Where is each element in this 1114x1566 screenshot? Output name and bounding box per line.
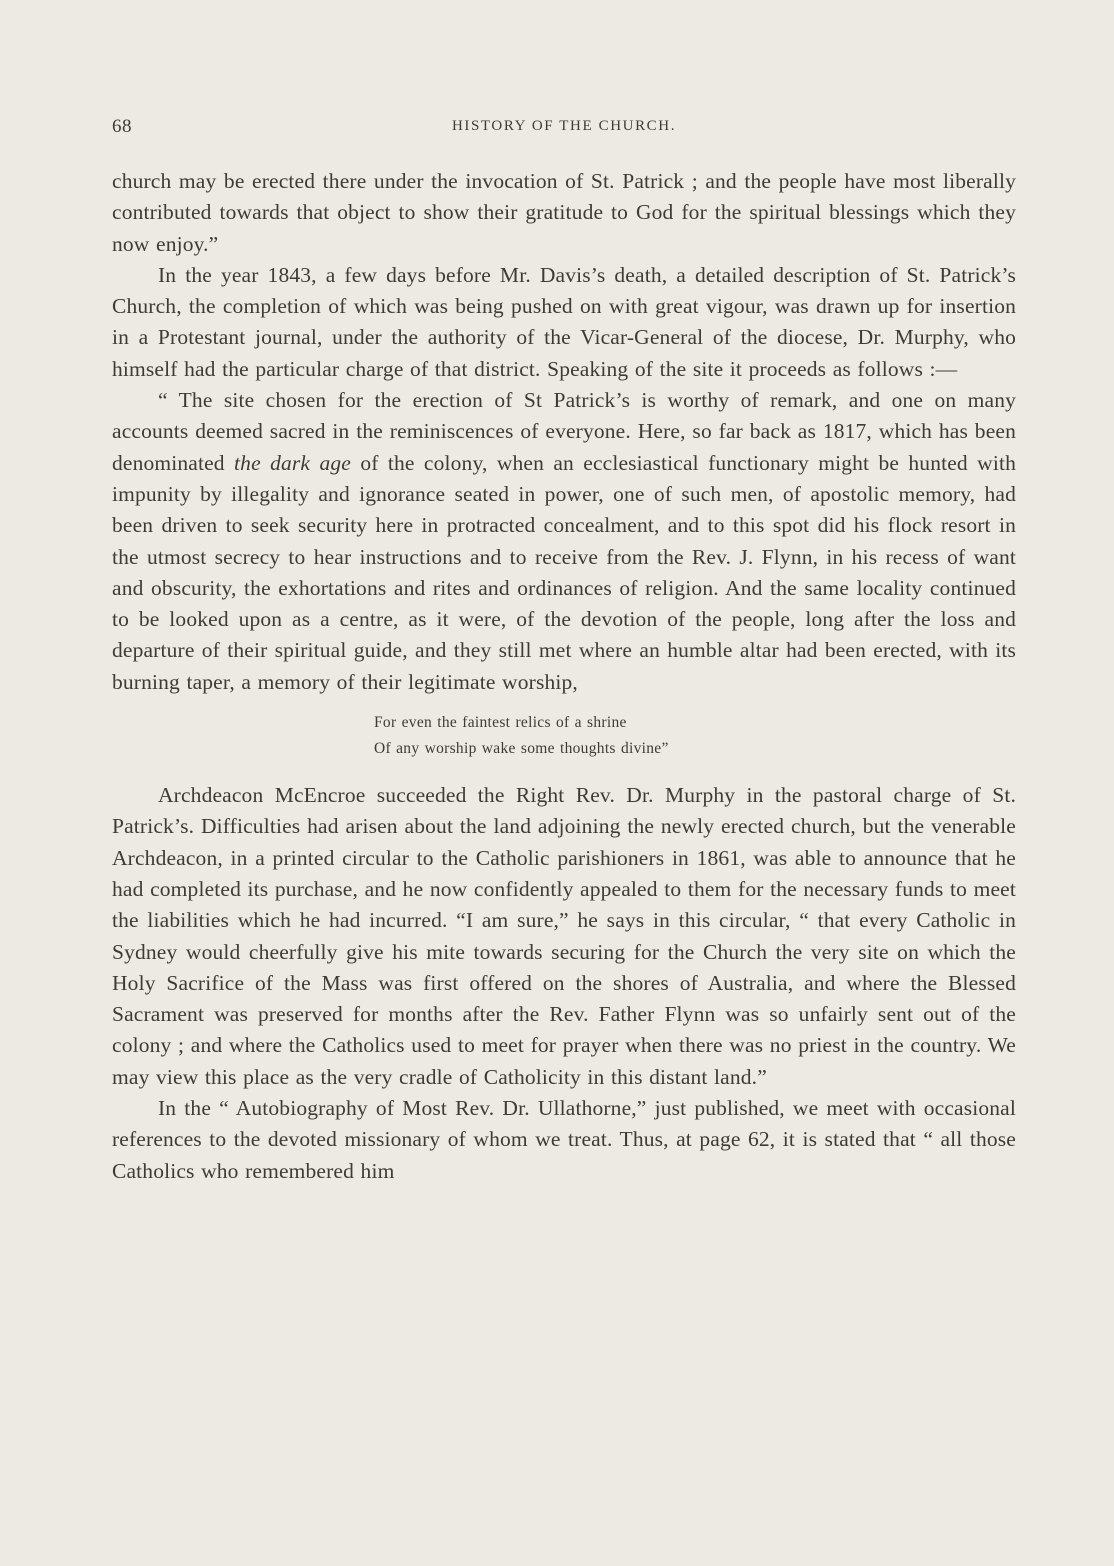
paragraph-2: In the year 1843, a few days before Mr. Davis’s death, a detailed description of St. Patrick’s Church, the completion of which was being pushed on with great vigour, was drawn up for insertion in a Protestant journal, under the authority of the Vicar-General of the diocese, Dr. Murphy, who himself had the particular charge of that district. Speaking of the site it proceeds as follows :— — [112, 262, 1016, 381]
page-header — [112, 116, 1016, 140]
paragraph-5: In the “ Autobiography of Most Rev. Dr. Ullathorne,” just published, we meet with occasional references to the devoted missionary of whom we treat. Thus, at page 62, it is stated that “ all those Catholics who remembered him — [112, 1096, 1016, 1183]
page-number: 68 — [112, 116, 132, 137]
verse-line-1: For even the faintest relics of a shrine — [374, 714, 627, 732]
paragraph-3-part-1: “ The site chosen for the erection of St Patrick’s is worthy of remark, and one on many accounts deemed sacred in the reminiscences of everyone. Here, so far back as 1817, which has been denominated — [112, 388, 1016, 475]
body-text — [112, 166, 1016, 1187]
verse-line-2: Of any worship wake some thoughts divine” — [374, 740, 669, 758]
running-head: HISTORY OF THE CHURCH. — [451, 118, 677, 134]
paragraph-4: Archdeacon McEncroe succeeded the Right Rev. Dr. Murphy in the pastoral charge of St. Patrick’s. Difficulties had arisen about the land adjoining the newly erected church, but the venerable Archdeacon, in a printed circular to the Catholic parishioners in 1861, was able to announce that he had completed its purchase, and he now confidently appealed to them for the necessary funds to meet the liabilities which he had incurred. “I am sure,” he says in this circular, “ that every Catholic in Sydney would cheerfully give his mite towards securing for the Church the very site on which the Holy Sacrifice of the Mass was first offered on the shores of Australia, and where the Blessed Sacrament was preserved for months after the Rev. Father Flynn was so unfairly sent out of the colony ; and where the Catholics used to meet for prayer when there was no priest in the country. We may view this place as the very cradle of Catholicity in this distant land.” — [112, 783, 1016, 1089]
verse-quotation — [374, 710, 1016, 762]
paragraph-3 — [112, 385, 1016, 698]
paragraph-1: church may be erected there under the invocation of St. Patrick ; and the people have most liberally contributed towards that object to show their gratitude to God for the spiritual blessings which they now enjoy.” — [112, 169, 1016, 256]
paragraph-3-part-2: of the colony, when an ecclesiastical functionary might be hunted with impunity by illegality and ignorance seated in power, one of such men, of apostolic memory, had been driven to seek security here in protracted concealment, and to this spot did his flock resort in the utmost secrecy to hear instructions and to receive from the Rev. J. Flynn, in his recess of want and obscurity, the exhortations and rites and ordinances of religion. And the same locality continued to be looked upon as a centre, as it were, of the devotion of the people, long after the loss and departure of their spiritual guide, and they still met where an humble altar had been erected, with its burning taper, a memory of their legitimate worship, — [112, 450, 1016, 694]
italic-phrase: the dark age — [234, 450, 351, 475]
